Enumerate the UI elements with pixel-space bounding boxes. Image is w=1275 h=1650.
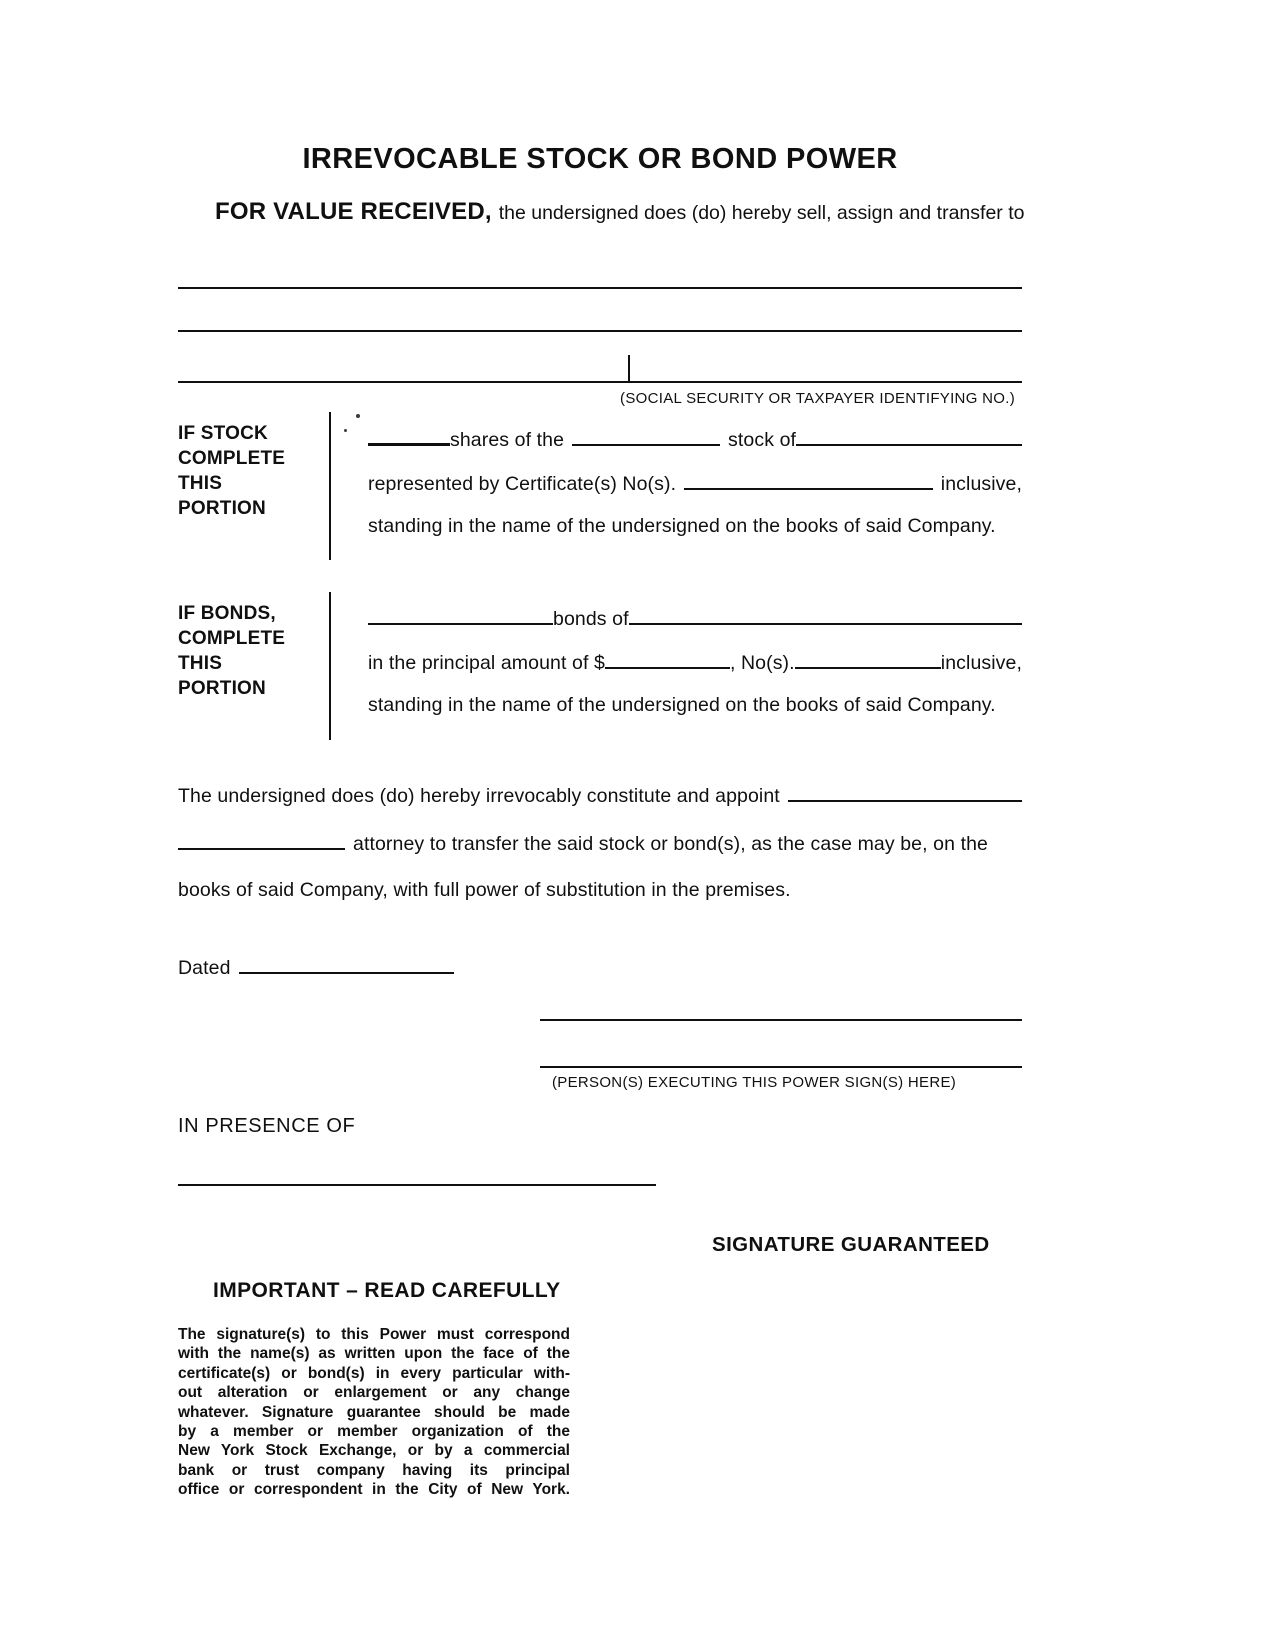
stock-inclusive-text: inclusive, xyxy=(940,473,1022,495)
stock-shares-row xyxy=(368,423,1022,454)
signature-guaranteed-label: SIGNATURE GUARANTEED xyxy=(712,1233,990,1256)
important-heading: IMPORTANT – READ CAREFULLY xyxy=(213,1279,561,1302)
bonds-inclusive-text: inclusive, xyxy=(940,652,1022,674)
bonds-label-line: IF BONDS, xyxy=(178,603,276,624)
in-presence-of-label: IN PRESENCE OF xyxy=(178,1115,356,1137)
signature-line-1[interactable] xyxy=(540,1019,1022,1021)
bonds-label-line: PORTION xyxy=(178,678,266,699)
stock-of-text: stock of xyxy=(728,429,797,451)
appoint-row-2 xyxy=(178,828,1022,858)
dated-blank[interactable] xyxy=(239,952,454,974)
bonds-standing-row xyxy=(368,691,1022,719)
notice-line: bank or trust company having its principal xyxy=(178,1461,570,1479)
notice-line: New York Stock Exchange, or by a commercial xyxy=(178,1442,570,1460)
dated-row xyxy=(178,952,1022,982)
shares-of-the-text: shares of the xyxy=(450,429,565,451)
stock-portion-label xyxy=(178,421,285,521)
appoint-row-3 xyxy=(178,876,1022,904)
stock-label-line: THIS xyxy=(178,473,223,494)
attorney-name-blank-2[interactable] xyxy=(178,828,345,850)
form-title: IRREVOCABLE STOCK OR BOND POWER xyxy=(302,143,898,175)
signature-line-2[interactable] xyxy=(540,1066,1022,1068)
bond-numbers-text: , No(s). xyxy=(729,652,795,674)
ssn-divider-tick xyxy=(628,355,630,381)
stock-class-blank[interactable] xyxy=(572,424,720,446)
notice-line: by a member or member organization of the xyxy=(178,1423,570,1441)
stock-label-line: COMPLETE xyxy=(178,448,286,469)
notice-line: certificate(s) or bond(s) in every particular with- xyxy=(178,1364,570,1382)
stock-divider-bar xyxy=(329,412,331,560)
for-value-received-lead: FOR VALUE RECEIVED, xyxy=(215,198,492,225)
bonds-principal-row xyxy=(368,647,1022,677)
principal-amount-text: in the principal amount of $ xyxy=(368,652,605,674)
notice-line: whatever. Signature guarantee should be made xyxy=(178,1403,570,1421)
shares-count-blank[interactable] xyxy=(368,423,450,446)
ssn-caption: (SOCIAL SECURITY OR TAXPAYER IDENTIFYING NO.) xyxy=(620,390,1015,407)
dated-label: Dated xyxy=(178,957,231,979)
attorney-name-blank[interactable] xyxy=(788,780,1022,802)
scan-artifact-dot xyxy=(356,414,360,418)
grantee-line-3[interactable] xyxy=(178,381,1022,383)
bonds-count-blank[interactable] xyxy=(368,603,553,625)
bond-numbers-blank[interactable] xyxy=(795,647,941,669)
principal-amount-blank[interactable] xyxy=(605,647,730,669)
bonds-portion-label xyxy=(178,601,285,701)
notice-line: out alteration or enlargement or any change xyxy=(178,1384,570,1402)
notice-line: The signature(s) to this Power must correspond xyxy=(178,1326,570,1343)
stock-certificates-row xyxy=(368,468,1022,498)
scan-artifact-dot xyxy=(344,429,347,432)
stock-standing-row xyxy=(368,512,1022,540)
stock-company-name-blank[interactable] xyxy=(796,424,1022,446)
stock-label-line: PORTION xyxy=(178,498,266,519)
intro-line xyxy=(215,198,1024,226)
sign-here-caption: (PERSON(S) EXECUTING THIS POWER SIGN(S) HERE) xyxy=(552,1074,957,1091)
bonds-label-line: COMPLETE xyxy=(178,628,286,649)
bonds-label-line: THIS xyxy=(178,653,223,674)
appoint-row-1 xyxy=(178,780,1022,810)
substitution-text: books of said Company, with full power of substitution in the premises. xyxy=(178,879,791,901)
certificate-numbers-blank[interactable] xyxy=(684,468,933,490)
bonds-divider-bar xyxy=(329,592,331,740)
grantee-line-1[interactable] xyxy=(178,287,1022,289)
bonds-count-row xyxy=(368,603,1022,633)
stock-label-line: IF STOCK xyxy=(178,423,268,444)
bonds-of-text: bonds of xyxy=(553,608,629,630)
notice-paragraph xyxy=(178,1325,570,1500)
bonds-standing-text: standing in the name of the undersigned on the books of said Company. xyxy=(368,694,996,716)
attorney-transfer-text: attorney to transfer the said stock or bond(s), as the case may be, on the xyxy=(353,833,988,855)
stock-standing-text: standing in the name of the undersigned on the books of said Company. xyxy=(368,515,996,537)
bonds-issuer-blank[interactable] xyxy=(629,603,1022,625)
notice-line: with the name(s) as written upon the face of the xyxy=(178,1345,570,1363)
witness-line[interactable] xyxy=(178,1184,656,1186)
notice-line: office or correspondent in the City of New York. xyxy=(178,1481,570,1499)
certificates-text: represented by Certificate(s) No(s). xyxy=(368,473,677,495)
appoint-text: The undersigned does (do) hereby irrevocably constitute and appoint xyxy=(178,785,780,807)
grantee-line-2[interactable] xyxy=(178,330,1022,332)
for-value-received-text: the undersigned does (do) hereby sell, assign and transfer to xyxy=(498,202,1025,224)
